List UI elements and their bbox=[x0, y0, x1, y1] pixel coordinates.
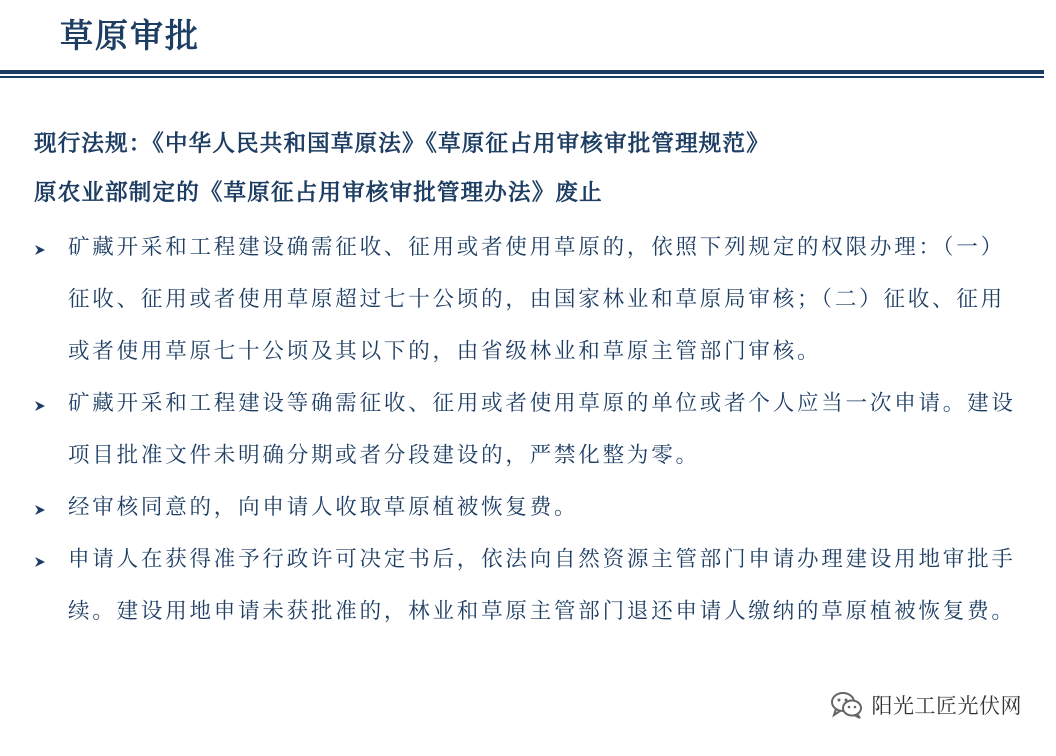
bullet-list bbox=[30, 222, 1026, 638]
bullet-text: 矿藏开采和工程建设等确需征收、征用或者使用草原的单位或者个人应当一次申请。建设项目批准文件未明确分期或者分段建设的，严禁化整为零。 bbox=[68, 391, 1016, 468]
bullet-item bbox=[30, 222, 1026, 378]
wechat-icon bbox=[830, 690, 864, 720]
arrow-bullet-icon bbox=[32, 554, 48, 570]
bullet-item bbox=[30, 378, 1026, 482]
arrow-bullet-icon bbox=[32, 398, 48, 414]
title-divider bbox=[0, 70, 1044, 74]
arrow-bullet-icon bbox=[32, 242, 48, 258]
regulation-headline: 现行法规：《中华人民共和国草原法》《草原征占用审核审批管理规范》 bbox=[34, 131, 770, 157]
arrow-bullet-icon bbox=[32, 502, 48, 518]
page-title: 草原审批 bbox=[60, 16, 200, 55]
bullet-item bbox=[30, 534, 1026, 638]
abolished-regulation-headline: 原农业部制定的《草原征占用审核审批管理办法》废止 bbox=[34, 180, 603, 206]
bullet-text: 经审核同意的，向申请人收取草原植被恢复费。 bbox=[68, 495, 579, 520]
bullet-text: 申请人在获得准予行政许可决定书后，依法向自然资源主管部门申请办理建设用地审批手续。建设用地申请未获批准的，林业和草原主管部门退还申请人缴纳的草原植被恢复费。 bbox=[68, 547, 1016, 624]
bullet-item bbox=[30, 482, 1026, 534]
watermark-text: 阳光工匠光伏网 bbox=[871, 694, 1022, 718]
watermark bbox=[830, 690, 1023, 720]
bullet-text: 矿藏开采和工程建设确需征收、征用或者使用草原的，依照下列规定的权限办理：（一）征收、征用或者使用草原超过七十公顷的，由国家林业和草原局审核；（二）征收、征用或者使用草原七十公顷及其以下的，由省级林业和草原主管部门审核。 bbox=[68, 235, 1005, 364]
title-divider-thin bbox=[0, 76, 1044, 78]
